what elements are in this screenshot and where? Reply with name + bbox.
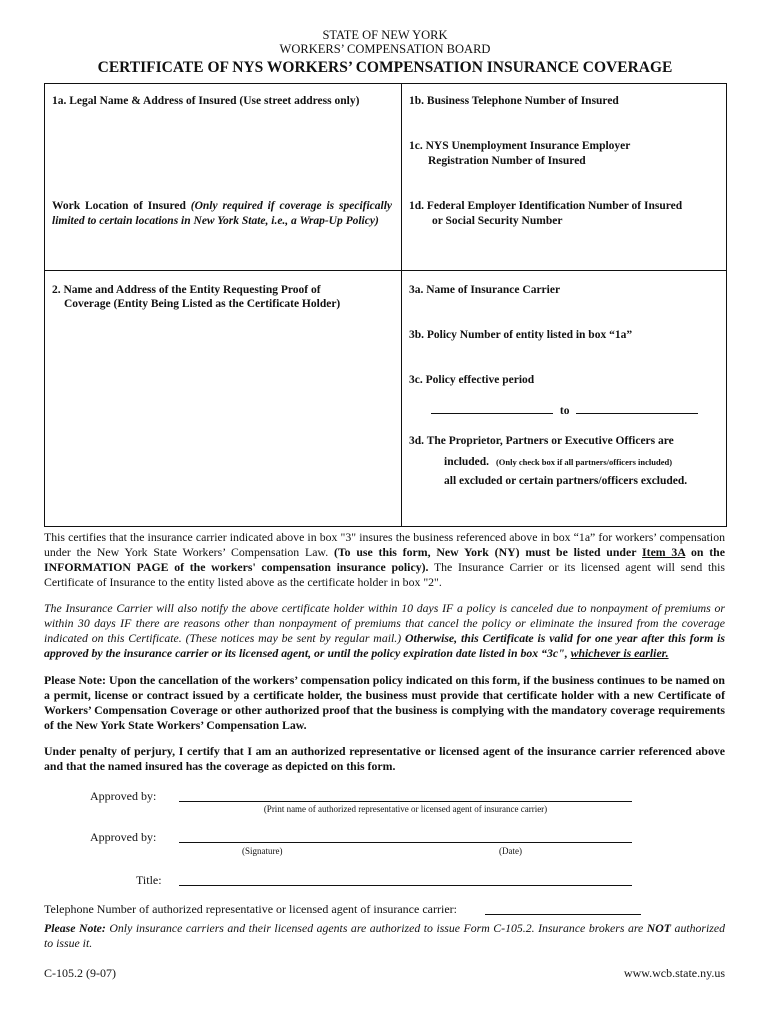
box-1d-label-line1: 1d. Federal Employer Identification Number of Insured [409,200,683,212]
work-location-note: (Only required if coverage is specifically limited to certain locations in New York State, i.e., a Wrap-Up Policy) [52,200,393,227]
issuer-notice-prefix: Please Note: [44,921,106,935]
box-1b-label: 1b. Business Telephone Number of Insured [409,95,619,107]
policy-end-date-field[interactable] [576,403,698,414]
box-2-label-line1: 2. Name and Address of the Entity Requesting Proof of [52,284,321,296]
box-1c-label-line1: 1c. NYS Unemployment Insurance Employer [409,140,631,152]
box-3d-included-note: (Only check box if all partners/officers included) [495,457,673,467]
work-location-title: Work Location of Insured [52,200,186,212]
issuer-notice-text: Only insurance carriers and their licensed agents are authorized to issue Form C-105.2. Insurance brokers are [105,921,647,935]
telephone-field[interactable] [485,914,641,915]
approved-by-label-2: Approved by: [90,830,157,844]
date-caption: (Date) [499,846,522,856]
telephone-label: Telephone Number of authorized representative or licensed agent of insurance carrier: [44,902,457,916]
perjury-statement: Under penalty of perjury, I certify that I am an authorized representative or licensed agent of the insurance carrier referenced above and that the named insured has the coverage as depicted on this form. [44,744,725,773]
grid-horizontal-divider [44,270,727,271]
signature-date-field[interactable] [179,842,632,843]
box-3a-label: 3a. Name of Insurance Carrier [409,284,561,296]
website-url: www.wcb.state.ny.us [623,966,725,980]
title-label: Title: [136,873,162,887]
notify-bold: Otherwise, this Certificate is valid for one year after this form is approved by the insurance carrier or its licensed agent, or until the policy expiration date listed in box “3c", [44,631,725,660]
grid-vertical-divider [401,83,402,527]
form-title: CERTIFICATE OF NYS WORKERS’ COMPENSATION INSURANCE COVERAGE [97,59,673,76]
title-field[interactable] [179,885,632,886]
work-location-label [52,199,392,229]
notification-paragraph [44,601,725,661]
box-3d-label: 3d. The Proprietor, Partners or Executive Officers are [409,435,674,447]
issuer-notice [44,921,725,951]
signature-caption: (Signature) [242,846,283,856]
policy-period-row [431,403,706,417]
cert-p1-bold2: on the INFORMATION PAGE of the workers' compensation insurance policy). [44,545,725,574]
state-heading: STATE OF NEW YORK [322,28,448,42]
cert-p1-bold: (To use this form, New York (NY) must be listed under [333,545,643,559]
notify-underline: whichever is earlier. [570,646,669,660]
box-3c-label: 3c. Policy effective period [409,374,535,386]
policy-start-date-field[interactable] [431,403,553,414]
box-3d-included-row [444,455,724,470]
print-name-caption: (Print name of authorized representative or licensed agent of insurance carrier) [263,804,548,814]
notify-italic: The Insurance Carrier will also notify the above certificate holder within 10 days IF a policy is canceled due to nonpayment of premiums or within 30 days IF there are reasons other than nonpayment of premiums that cancel the policy or eliminate the insured from the coverage indicated on this Certificate. (These notices may be sent by regular mail.) [44,601,725,645]
issuer-notice-not: NOT [646,921,672,935]
box-3b-label: 3b. Policy Number of entity listed in box “1a” [409,329,633,341]
certification-paragraph [44,530,725,590]
box-3d-included-label: included. [444,456,490,468]
issuer-notice-suffix: authorized to issue it. [44,921,726,950]
box-1c-label-line2: Registration Number of Insured [428,155,586,167]
print-name-field[interactable] [179,801,632,802]
box-1d-label-line2: or Social Security Number [432,215,563,227]
box-2-label-line2: Coverage (Entity Being Listed as the Certificate Holder) [64,298,341,310]
cancellation-note: Please Note: Upon the cancellation of the workers’ compensation policy indicated on this form, if the business continues to be named on a permit, license or contract issued by a certificate holder, the business must provide that certificate holder with a new Certificate of Workers’ Compensation Coverage or other authorized proof that the business is complying with the mandatory coverage requirements of the New York State Workers’ Compensation Law. [44,673,725,732]
cert-p1-end: The Insurance Carrier or its licensed agent will send this Certificate of Insurance to the entity listed above as the certificate holder in box "2". [44,560,725,589]
board-heading: WORKERS’ COMPENSATION BOARD [279,42,491,56]
policy-period-to: to [559,405,570,417]
form-number: C-105.2 (9-07) [44,966,116,980]
cert-p1-start: This certifies that the insurance carrier indicated above in box "3" insures the business referenced above in box “1a” for workers’ compensation under the New York State Workers’ Compensation Law. [44,530,725,559]
cert-p1-item: Item 3A [642,545,686,559]
box-3d-excluded-label: all excluded or certain partners/officers excluded. [444,475,688,487]
approved-by-label-1: Approved by: [90,789,157,803]
box-1a-label: 1a. Legal Name & Address of Insured (Use street address only) [52,95,360,107]
